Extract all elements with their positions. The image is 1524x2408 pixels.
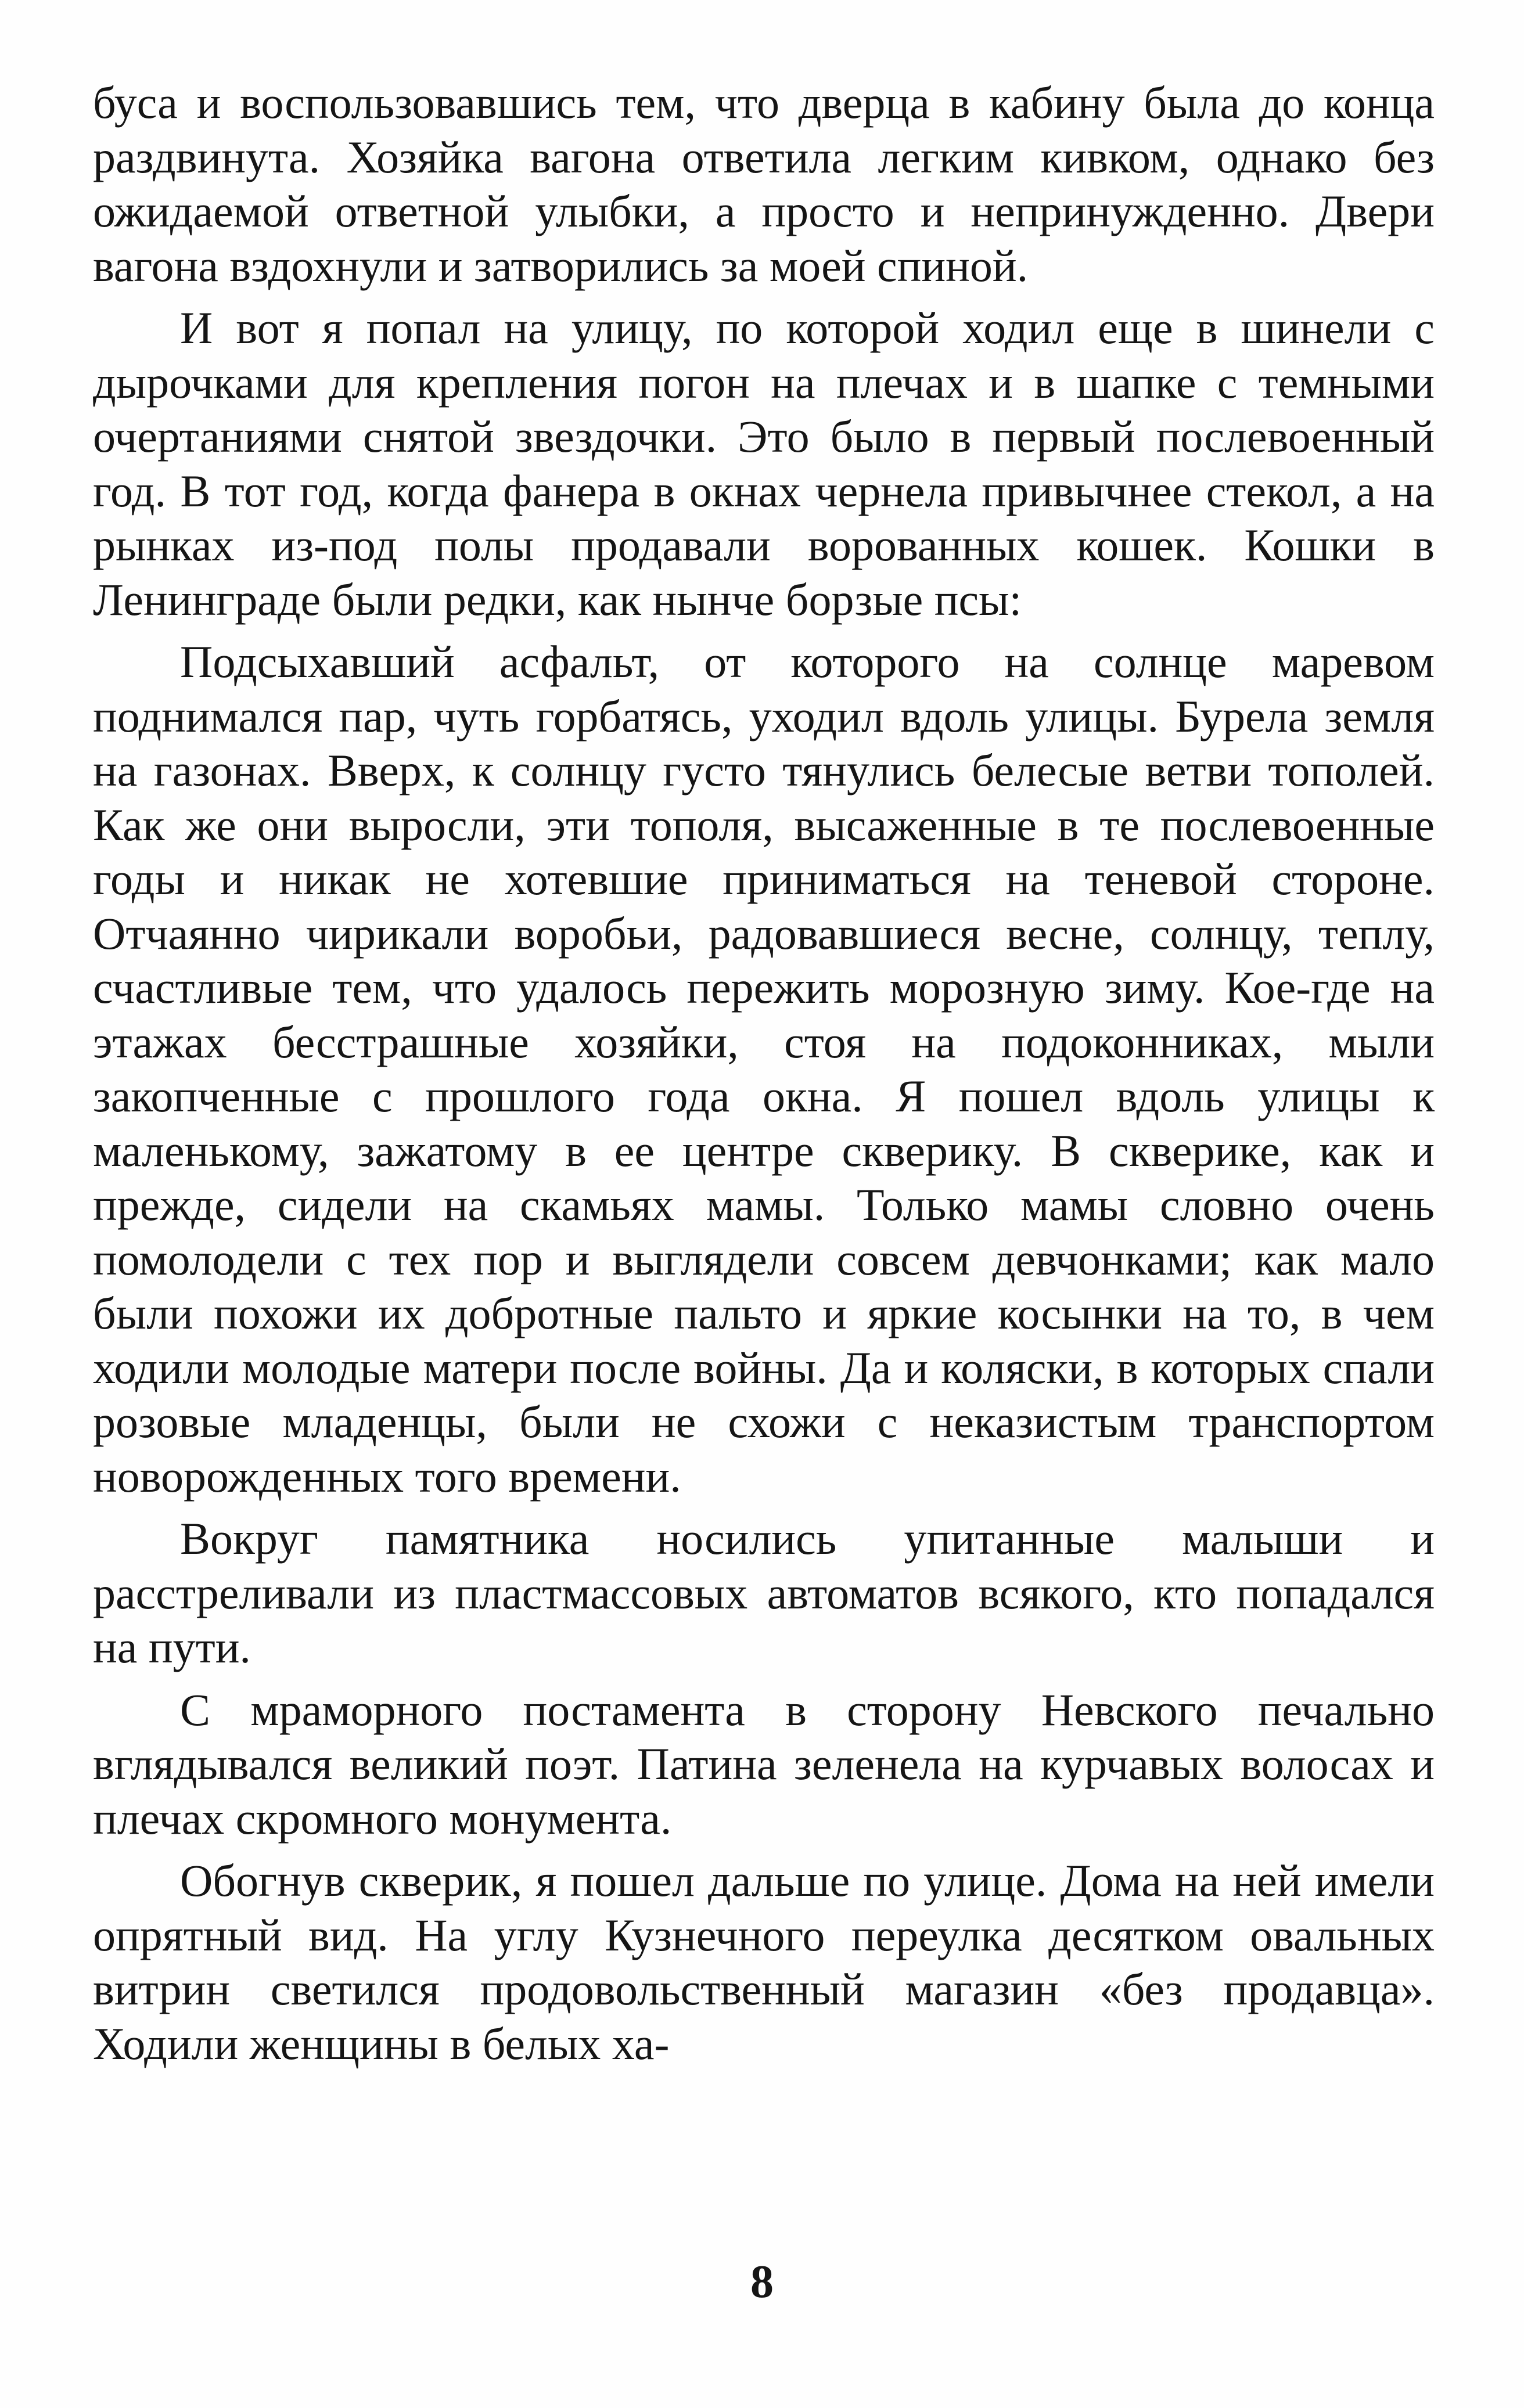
paragraph: Вокруг памятника носились упитанные малыши и расстреливали из пластмассовых автоматов всякого, кто попадался на пути.	[93, 1513, 1435, 1672]
body-text	[93, 75, 1435, 2071]
paragraph: И вот я попал на улицу, по которой ходил еще в шинели с дырочками для крепления погон на плечах и в шапке с темными очертаниями снятой звездочки. Это было в первый послевоенный год. В тот год, когда фанера в окнах чернела привычнее стекол, а на рынках из-под полы продавали ворованных кошек. Кошки в Ленинграде были редки, как нынче борзые псы:	[93, 303, 1435, 625]
paragraph: Подсыхавший асфальт, от которого на солнце маревом поднимался пар, чуть горбатясь, уходил вдоль улицы. Бурела земля на газонах. Вверх, к солнцу густо тянулись белесые ветви тополей. Как же они выросли, эти тополя, высаженные в те послевоенные годы и никак не хотевшие приниматься на теневой стороне. Отчаянно чирикали воробьи, радовавшиеся весне, солнцу, теплу, счастливые тем, что удалось пережить морозную зиму. Кое-где на этажах бесстрашные хозяйки, стоя на подоконниках, мыли закопченные с прошлого года окна. Я пошел вдоль улицы к маленькому, зажатому в ее центре скверику. В скверике, как и прежде, сидели на скамьях мамы. Только мамы словно очень помолодели с тех пор и выглядели совсем девчонками; как мало были похожи их добротные пальто и яркие косынки на то, в чем ходили молодые матери после войны. Да и коляски, в которых спали розовые младенцы, были не схожи с неказистым транспортом новорожденных того времени.	[93, 636, 1435, 1502]
paragraph: С мраморного постамента в сторону Невского печально вглядывался великий поэт. Патина зеленела на курчавых волосах и плечах скромного монумента.	[93, 1684, 1435, 1844]
page-number: 8	[750, 2256, 774, 2308]
paragraph: Обогнув скверик, я пошел дальше по улице. Дома на ней имели опрятный вид. На углу Кузнечного переулка десятком овальных витрин светился продовольственный магазин «без продавца». Ходили женщины в белых ха-	[93, 1855, 1435, 2069]
paragraph-continued: буса и воспользовавшись тем, что дверца в кабину была до конца раздвинута. Хозяйка вагона ответила легким кивком, однако без ожидаемой ответной улыбки, а просто и непринужденно. Двери вагона вздохнули и затворились за моей спиной.	[93, 77, 1435, 291]
